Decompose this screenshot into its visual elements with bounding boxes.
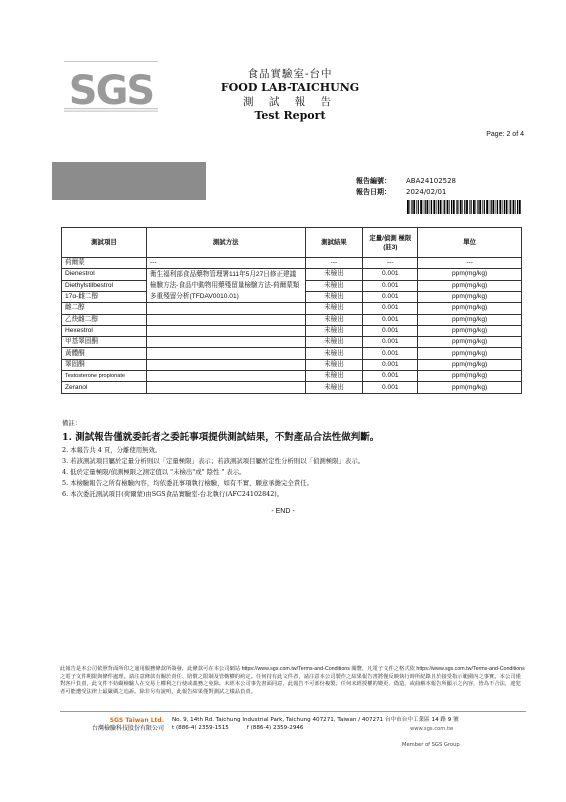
group-unit: --- xyxy=(418,258,522,269)
row-loq: 0.001 xyxy=(363,269,418,280)
header-loq: 定量/偵測 極限(註3) xyxy=(363,228,418,258)
company-name-zh: 台灣檢驗科技股份有限公司 xyxy=(91,725,164,732)
row-item: 黃體酮 xyxy=(62,348,147,359)
method-description: 衛生福利部食品藥物管理署111年5月27日修正建議檢驗方法-食品中動物用藥殘留量檢驗方法-荷爾蒙類多重殘留分析(TFDAV0010.01) xyxy=(146,269,305,303)
row-loq: 0.001 xyxy=(363,303,418,314)
sgs-group-member: Member of SGS Group xyxy=(402,742,460,748)
group-loq: --- xyxy=(363,258,418,269)
table-row xyxy=(62,337,522,348)
method-empty xyxy=(146,359,305,370)
table-row xyxy=(62,348,522,359)
method-empty xyxy=(146,371,305,382)
method-empty xyxy=(146,337,305,348)
row-result: 未檢出 xyxy=(305,359,363,370)
method-empty xyxy=(146,348,305,359)
row-unit: ppm(mg/kg) xyxy=(418,382,522,393)
row-item: Zeranol xyxy=(62,382,147,393)
table-header-row xyxy=(62,228,522,258)
row-unit: ppm(mg/kg) xyxy=(418,269,522,280)
group-method: --- xyxy=(146,258,305,269)
group-item: 荷爾蒙 xyxy=(62,258,147,269)
row-result: 未檢出 xyxy=(305,325,363,336)
row-item: Testosterone propionate xyxy=(62,371,147,382)
company-website: www.sgs.com.tw xyxy=(410,726,454,732)
legal-disclaimer: 此報告是本公司依照背面所印之通用服務條款所簽發，此條款可在本公司網站 https://www.sgs.com.tw/Terms-and-Conditions 閱覽，凡電子文件之格式依 https://www.sgs.com.tw/Terms-and-Conditions 之電子文件期限與條件處理。請注意條款有關於責任、賠償之限制及管轄權的約定。任何持有此文件者，請注意本公司製作之結果報告書將僅反映執行時所紀錄且於接受指示範圍內之事實。本公司僅對客戶負責，此文件不妨礙檢驗人在交易上權利之行使或義務之免除。未經本公司事先書面同意，此報告不可部份複製。任何未經授權的變更、偽造、或曲解本報告所顯示之內容，皆為不合法，違犯者可能遭受法律上最嚴厲之追訴。除非另有說明，此報告結果僅對測試之樣品負責。 xyxy=(60,666,525,695)
redacted-block xyxy=(52,162,206,200)
report-number-value: ABA24102528 xyxy=(406,177,457,185)
page-number: Page: 2 of 4 xyxy=(486,131,524,138)
table-row xyxy=(62,269,522,280)
row-item: Hexestrol xyxy=(62,325,147,336)
svg-text:SGS: SGS xyxy=(68,68,154,114)
row-result: 未檢出 xyxy=(305,337,363,348)
row-result: 未檢出 xyxy=(305,348,363,359)
row-item: 甲基睪固酮 xyxy=(62,337,147,348)
table-row xyxy=(62,382,522,393)
row-unit: ppm(mg/kg) xyxy=(418,303,522,314)
row-unit: ppm(mg/kg) xyxy=(418,359,522,370)
report-meta xyxy=(356,176,456,198)
report-title-zh: 測 試 報 告 xyxy=(242,96,337,108)
company-phone: t (886-4) 2359-1515 xyxy=(172,725,229,731)
lab-name-en: FOOD LAB-TAICHUNG xyxy=(220,81,360,94)
row-result: 未檢出 xyxy=(305,269,363,280)
row-loq: 0.001 xyxy=(363,314,418,325)
header-item: 測試項目 xyxy=(62,228,147,258)
method-empty xyxy=(146,382,305,393)
company-fax: f (886-4) 2359-2946 xyxy=(246,725,304,731)
notes xyxy=(62,418,532,500)
end-marker: - END - xyxy=(271,508,295,515)
table-row xyxy=(62,359,522,370)
note-item: 1. 測試報告僅就委託者之委託事項提供測試結果，不對產品合法性做判斷。 xyxy=(62,432,380,443)
row-unit: ppm(mg/kg) xyxy=(418,314,522,325)
row-loq: 0.001 xyxy=(363,359,418,370)
company-name-en: SGS Taiwan Ltd. xyxy=(109,717,164,724)
row-loq: 0.001 xyxy=(363,280,418,291)
row-unit: ppm(mg/kg) xyxy=(418,291,522,302)
row-loq: 0.001 xyxy=(363,337,418,348)
row-item: 17α-雌二醇 xyxy=(62,291,147,302)
note-item: 3. 若該測試項目屬於定量分析則以「定量極限」表示；若該測試項目屬於定性分析則以「偵測極限」表示。 xyxy=(62,457,365,465)
row-result: 未檢出 xyxy=(305,303,363,314)
row-loq: 0.001 xyxy=(363,382,418,393)
table-row xyxy=(62,325,522,336)
report-date-value: 2024/02/01 xyxy=(406,188,447,196)
footer-divider xyxy=(60,711,526,712)
note-item: 6. 本次委託測試項目(荷爾蒙)由SGS食品實驗室-台北執行(AFC24102842)。 xyxy=(62,490,284,498)
note-item: 2. 本報告共 4 頁，分離使用無效。 xyxy=(62,446,162,454)
header-result: 測試結果 xyxy=(305,228,363,258)
row-result: 未檢出 xyxy=(305,314,363,325)
footer-company xyxy=(64,717,164,733)
row-unit: ppm(mg/kg) xyxy=(418,371,522,382)
row-item: 雌二醇 xyxy=(62,303,147,314)
method-empty xyxy=(146,314,305,325)
report-title-block xyxy=(180,68,400,123)
barcode xyxy=(407,200,521,214)
row-item: Dienestrol xyxy=(62,269,147,280)
header-unit: 單位 xyxy=(418,228,522,258)
report-title-en: Test Report xyxy=(254,109,326,122)
row-loq: 0.001 xyxy=(363,325,418,336)
method-empty xyxy=(146,325,305,336)
row-result: 未檢出 xyxy=(305,371,363,382)
row-item: 睪固酮 xyxy=(62,359,147,370)
row-result: 未檢出 xyxy=(305,382,363,393)
note-item: 5. 本檢驗報告之所有檢驗內容，均依委託事項執行檢驗，如有不實，願意承擔完全責任。 xyxy=(62,479,313,487)
row-result: 未檢出 xyxy=(305,291,363,302)
row-item: 乙炔雌二醇 xyxy=(62,314,147,325)
table-row xyxy=(62,314,522,325)
row-loq: 0.001 xyxy=(363,348,418,359)
method-empty xyxy=(146,303,305,314)
group-row xyxy=(62,258,522,269)
sgs-logo xyxy=(64,60,158,114)
row-unit: ppm(mg/kg) xyxy=(418,325,522,336)
row-unit: ppm(mg/kg) xyxy=(418,280,522,291)
group-result: --- xyxy=(305,258,363,269)
company-address: No. 9, 14th Rd. Taichung Industrial Park, Taichung 407271, Taiwan / 407271 台中市台中工業區 14 路 9 號 xyxy=(172,717,459,723)
table-row xyxy=(62,371,522,382)
row-loq: 0.001 xyxy=(363,371,418,382)
header-method: 測試方法 xyxy=(146,228,305,258)
row-unit: ppm(mg/kg) xyxy=(418,337,522,348)
table-row xyxy=(62,303,522,314)
results-table xyxy=(61,227,522,394)
note-item: 4. 低於定量極限/偵測極限之測定值以 "未檢出"或" 陰性 " 表示。 xyxy=(62,468,246,476)
row-item: Diethylstilbestrol xyxy=(62,280,147,291)
report-number-label: 報告編號： xyxy=(356,177,391,185)
row-result: 未檢出 xyxy=(305,280,363,291)
row-loq: 0.001 xyxy=(363,291,418,302)
row-unit: ppm(mg/kg) xyxy=(418,348,522,359)
notes-title: 備註： xyxy=(62,419,82,427)
report-date-label: 報告日期： xyxy=(356,188,391,196)
lab-name-zh: 食品實驗室-台中 xyxy=(247,68,333,80)
